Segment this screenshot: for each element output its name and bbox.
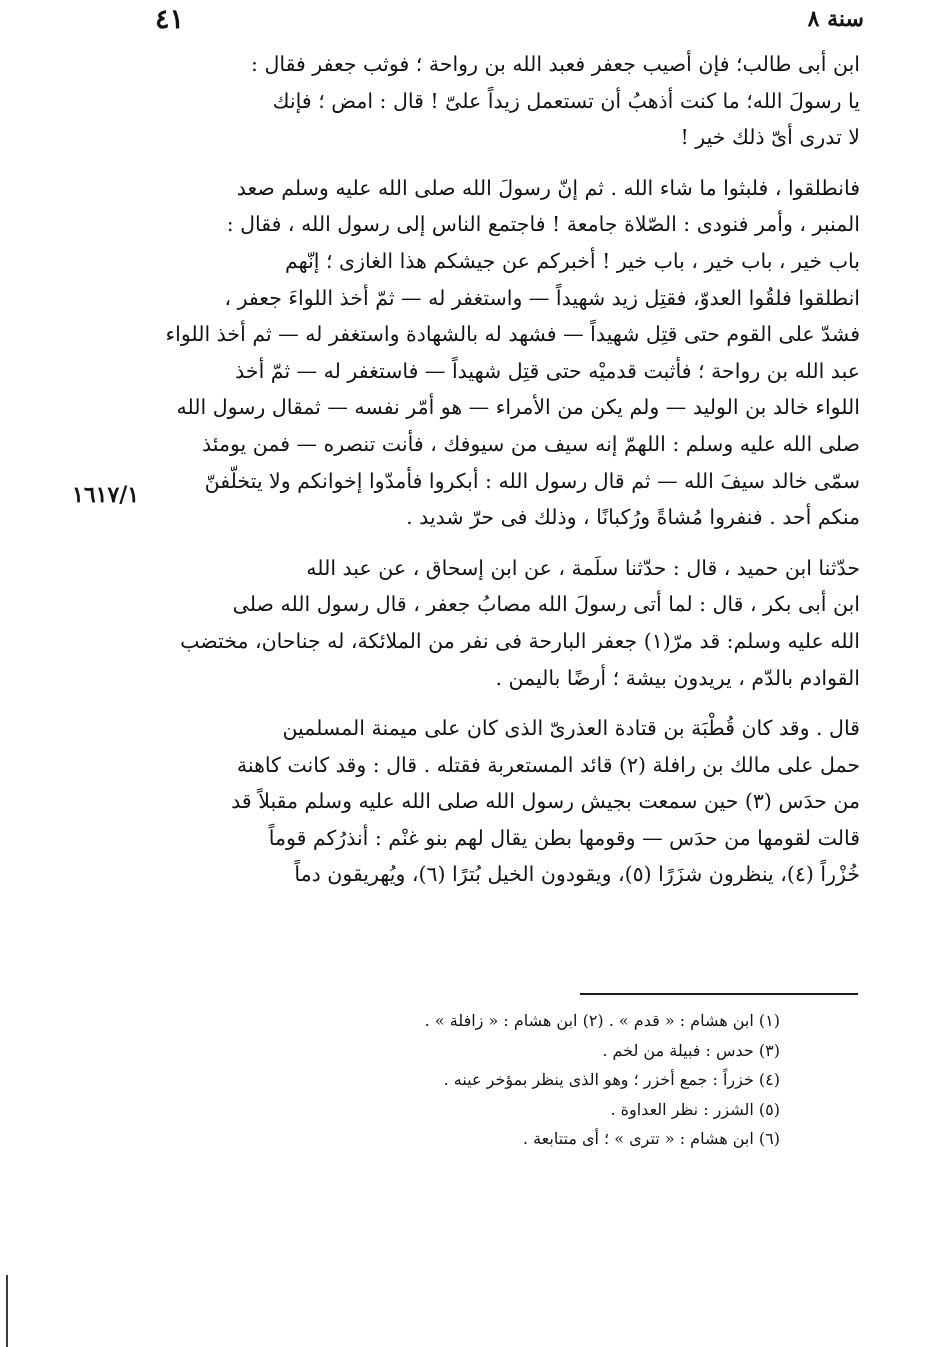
footnote: (٣) حدس : فبيلة من لخم .: [602, 1040, 780, 1060]
running-head: سنة ٨: [807, 6, 864, 32]
paragraph: [152, 170, 860, 536]
text-line: الله عليه وسلم: قد مرّ(١) جعفر البارحة فى نفر من الملائكة، له جناحان، مختضب: [180, 628, 860, 653]
paragraph: [152, 710, 860, 893]
text-line: باب خير ، باب خير ، باب خير ! أخبركم عن جيشكم هذا الغازى ؛ إنّهم: [285, 248, 860, 273]
text-line: المنبر ، وأمر فنودى : الصّلاة جامعة ! فاجتمع الناس إلى رسول الله ، فقال :: [226, 212, 860, 237]
text-line: سمّى خالد سيفَ الله — ثم قال رسول الله : أبكروا فأمدّوا إخوانكم ولا يتخلّفنّ: [204, 468, 860, 493]
footnote: (١) ابن هشام : « قدم » . (٢) ابن هشام : « زافلة » .: [424, 1011, 780, 1030]
footnote: (٦) ابن هشام : « تترى » ؛ أى متتابعة .: [522, 1129, 780, 1148]
text-line: خُزْراً (٤)، ينظرون شزَرًا (٥)، ويقودون الخيل بُترًا (٦)، ويُهريقون دماً: [294, 862, 860, 887]
paragraph: [152, 550, 860, 696]
text-line: صلى الله عليه وسلم : اللهمّ إنه سيف من سيوفك ، فأنت تنصره — فمن يومئذ: [202, 431, 860, 456]
text-line: لا تدرى أىّ ذلك خير !: [680, 125, 860, 150]
text-line: القوادم بالدّم ، يريدون بيشة ؛ أرضًا باليمن .: [495, 665, 860, 690]
text-line: ابن أبى طالب؛ فإن أصيب جعفر فعبد الله بن رواحة ؛ فوثب جعفر فقال :: [251, 52, 860, 76]
text-line: من حدَس (٣) حين سمعت بجيش رسول الله صلى الله عليه وسلم مقبلاً قد: [231, 789, 860, 814]
text-line: ابن أبى بكر ، قال : لما أتى رسولَ الله مصابُ جعفر ، قال رسول الله صلى: [232, 592, 860, 617]
scan-edge-line: [6, 1275, 8, 1347]
footnote: (٤) خزراً : جمع أخزر ؛ وهو الذى ينظر بمؤخر عينه .: [443, 1070, 780, 1089]
text-line: عبد الله بن رواحة ؛ فأثبت قدميْه حتى قتِل شهيداً — فاستغفر له — ثمّ أخذ: [235, 358, 860, 383]
footnote-divider: [580, 993, 858, 995]
text-line: حدّثنا ابن حميد ، قال : حدّثنا سلَمة ، عن ابن إسحاق ، عن عبد الله: [306, 555, 860, 580]
footnotes: [220, 1006, 780, 1154]
text-line: منكم أحد . فنفروا مُشاةً ورُكبانًا ، وذلك فى حرّ شديد .: [406, 505, 860, 530]
text-line: قال . وقد كان قُطْبَة بن قتادة العذرىّ الذى كان على ميمنة المسلمين: [282, 716, 860, 741]
text-line: اللواء خالد بن الوليد — ولم يكن من الأمراء — هو أمّر نفسه — ثمقال رسول الله: [176, 395, 860, 420]
footnote: (٥) الشزر : نظر العداوة .: [610, 1099, 780, 1119]
text-line: فانطلقوا ، فلبثوا ما شاء الله . ثم إنّ رسولَ الله صلى الله عليه وسلم صعد: [236, 175, 860, 200]
paragraph: [152, 46, 860, 156]
text-line: انطلقوا فلقُوا العدوّ، فقتِل زيد شهيداً — واستغفر له — ثمّ أخذ اللواءَ جعفر ،: [224, 285, 860, 310]
body-text: [152, 46, 860, 893]
text-line: قالت لقومها من حدَس — وقومها بطن يقال لهم بنو غنْم : أنذرُكم قوماً: [268, 825, 860, 850]
text-line: فشدّ على القوم حتى قتِل شهيداً — فشهد له بالشهادة واستغفر له — ثم أخذ اللواء: [165, 322, 860, 347]
text-line: يا رسولَ الله؛ ما كنت أذهبُ أن تستعمل زيداً علىّ ! قال : امض ؛ فإنك: [272, 88, 860, 113]
page-number: ٤١: [155, 4, 185, 35]
margin-note: ١٦١٧/١: [72, 482, 140, 508]
text-line: حمل على مالك بن رافلة (٢) قائد المستعربة فقتله . قال : وقد كانت كاهنة: [236, 752, 860, 777]
